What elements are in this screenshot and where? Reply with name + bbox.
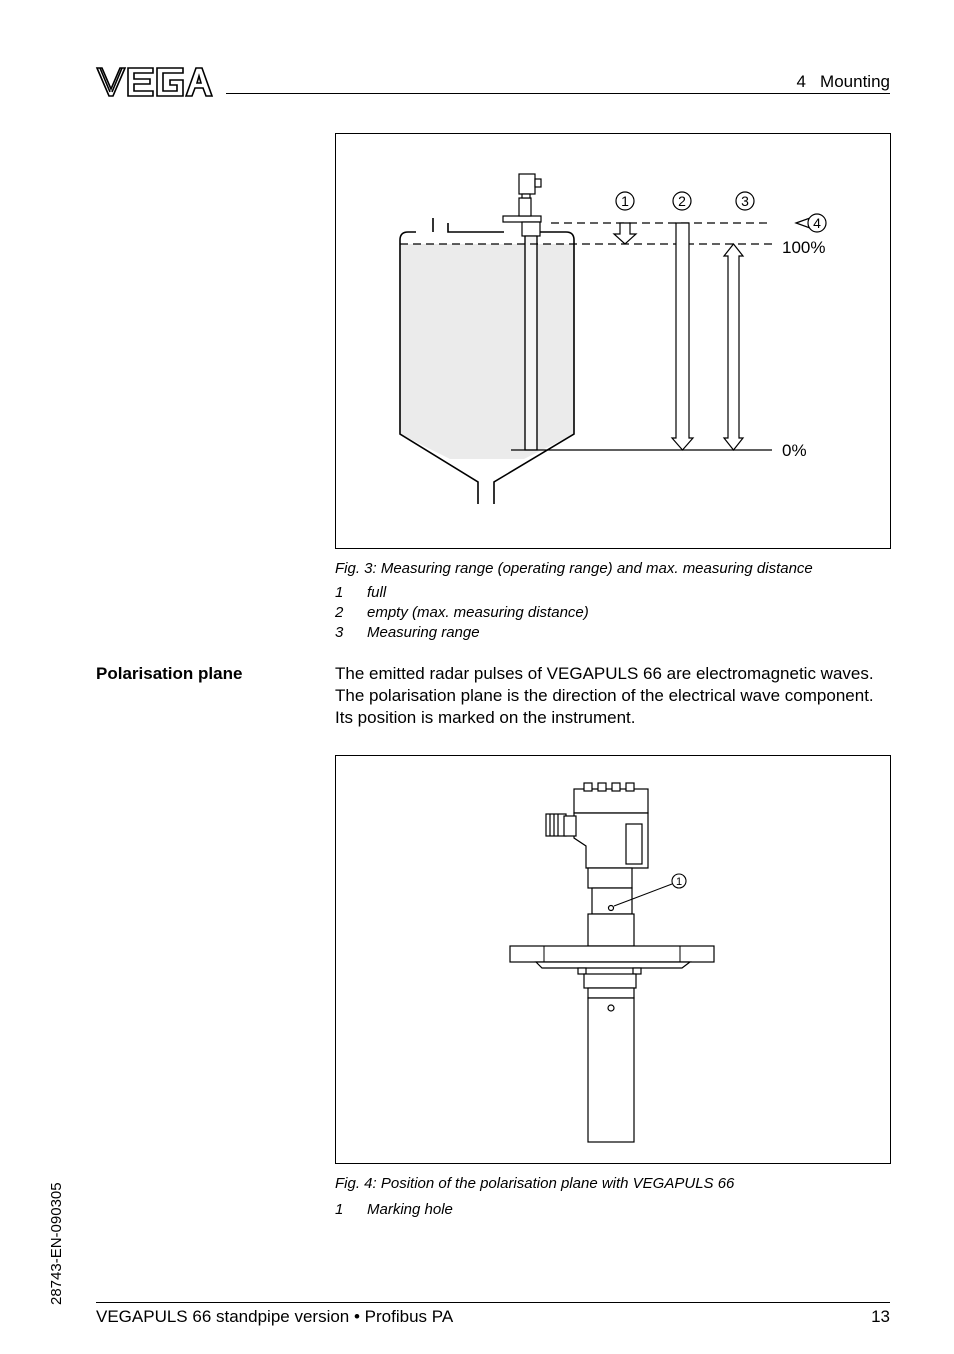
fig3-legend <box>335 584 735 646</box>
legend-item: 1 full <box>335 584 387 601</box>
callout-1: 1 <box>621 193 629 209</box>
document-number: 28743-EN-090305 <box>48 1182 65 1305</box>
header-rule <box>226 93 890 94</box>
callout-1: 1 <box>675 876 683 888</box>
legend-item: 2 empty (max. measuring distance) <box>335 604 589 621</box>
label-0-percent: 0% <box>782 441 807 460</box>
section-heading: Polarisation plane <box>96 664 243 683</box>
footer-title: VEGAPULS 66 standpipe version • Profibus PA <box>96 1307 454 1326</box>
page-number: 13 <box>871 1307 890 1326</box>
figure-polarisation-plane <box>335 755 891 1164</box>
marking-hole <box>609 906 614 911</box>
callout-3: 3 <box>741 193 749 209</box>
body-paragraph: The emitted radar pulses of VEGAPULS 66 are electromagnetic waves. The polarisation plane is the direction of the electrical wave component. Its position is marked on the instrument. <box>335 664 874 727</box>
figure-measuring-range <box>335 133 891 549</box>
fig3-caption: Fig. 3: Measuring range (operating range) and max. measuring distance <box>335 560 813 577</box>
footer-rule <box>96 1302 890 1303</box>
vega-logo <box>95 64 215 100</box>
callout-2: 2 <box>678 193 686 209</box>
section-title: 4 Mounting <box>796 72 890 91</box>
fig4-caption: Fig. 4: Position of the polarisation plane with VEGAPULS 66 <box>335 1175 735 1192</box>
legend-item: 3 Measuring range <box>335 624 480 641</box>
legend-item: 1 Marking hole <box>335 1201 453 1218</box>
callout-4: 4 <box>813 215 821 231</box>
label-100-percent: 100% <box>782 238 826 257</box>
